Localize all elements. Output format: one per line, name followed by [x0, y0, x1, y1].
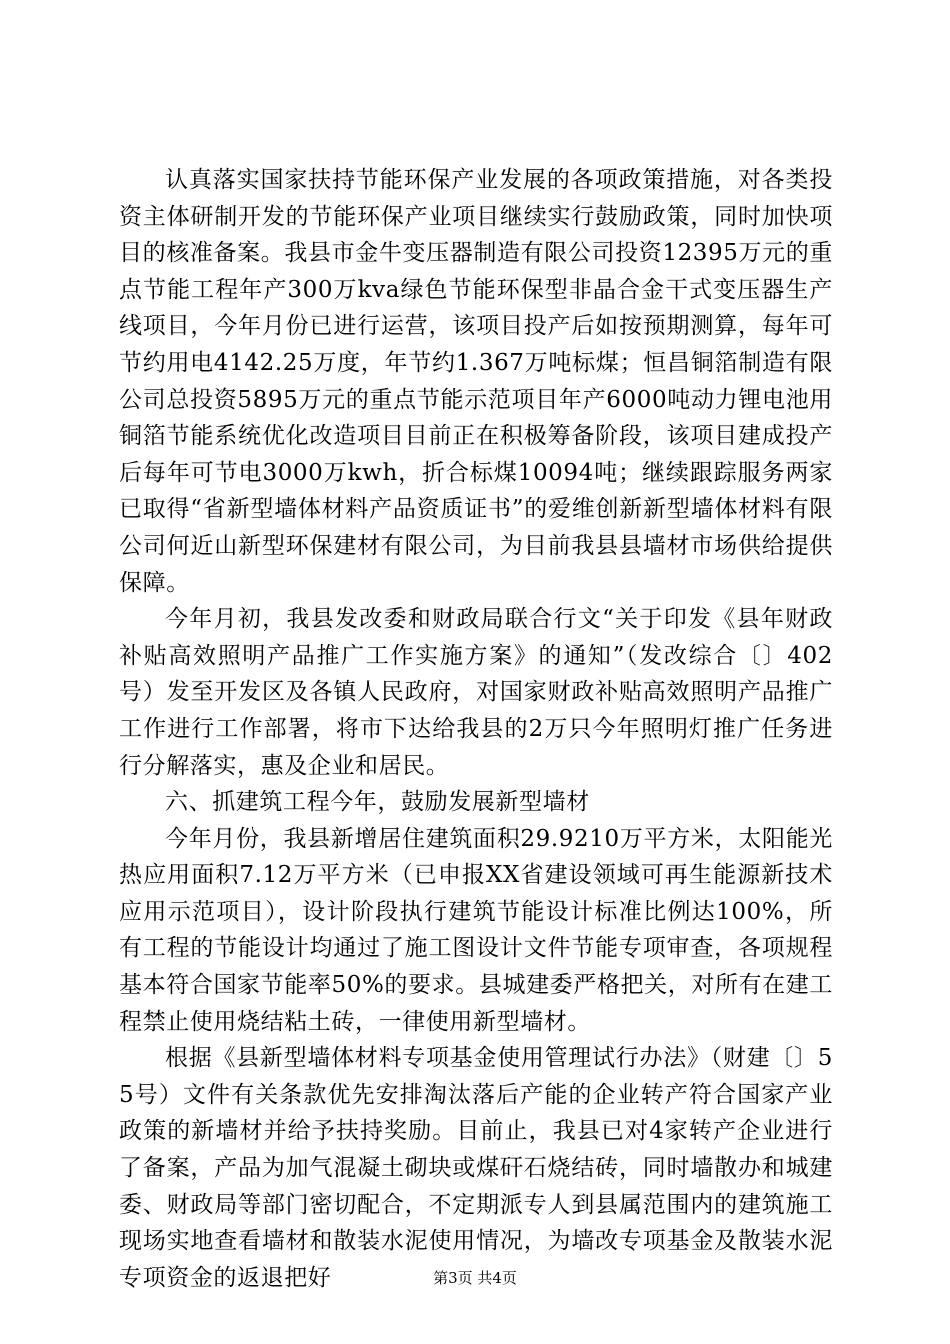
- paragraph-building-area: 今年月份，我县新增居住建筑面积29.9210万平方米，太阳能光热应用面积7.12万平方米（已申报XX省建设领域可再生能源新技术应用示范项目），设计阶段执行建筑节能设计标准比例达100%，所有工程的节能设计均通过了施工图设计文件节能专项审查，各项规程基本符合国家节能率50%的要求。县城建委严格把关，对所有在建工程禁止使用烧结粘土砖，一律使用新型墙材。: [119, 825, 833, 1035]
- paragraph-wall-material-fund: 根据《县新型墙体材料专项基金使用管理试行办法》（财建〔〕55号）文件有关条款优先安排淘汰落后产能的企业转产符合国家产业政策的新墙材并给予扶持奖励。目前止，我县已对4家转产企业进行了备案，产品为加气混凝土砌块或煤矸石烧结砖，同时墙散办和城建委、财政局等部门密切配合，不定期派专人到县属范围内的建筑施工现场实地查看墙材和散装水泥使用情况，为墙改专项基金及散装水泥专项资金的返退把好: [119, 1045, 833, 1291]
- paragraph-lighting-promotion: 今年月初，我县发改委和财政局联合行文“关于印发《县年财政补贴高效照明产品推广工作实施方案》的通知”（发改综合〔〕402号）发至开发区及各镇人民政府，对国家财政补贴高效照明产品推广工作进行工作部署，将市下达给我县的2万只今年照明灯推广任务进行分解落实，惠及企业和居民。: [119, 606, 833, 779]
- page-number-footer: 第3页 共4页: [433, 1269, 517, 1287]
- paragraph-energy-saving-projects: 认真落实国家扶持节能环保产业发展的各项政策措施，对各类投资主体研制开发的节能环保产业项目继续实行鼓励政策，同时加快项目的核准备案。我县市金牛变压器制造有限公司投资12395万元的重点节能工程年产300万kva绿色节能环保型非晶合金干式变压器生产线项目，今年月份已进行运营，该项目投产后如按预期测算，每年可节约用电4142.25万度，年节约1.367万吨标煤；恒昌铜箔制造有限公司总投资5895万元的重点节能示范项目年产6000吨动力锂电池用铜箔节能系统优化改造项目目前正在积极筹备阶段，该项目建成投产后每年可节电3000万kwh，折合标煤10094吨；继续跟踪服务两家已取得“省新型墙体材料产品资质证书”的爱维创新新型墙体材料有限公司何近山新型环保建材有限公司，为目前我县县墙材市场供给提供保障。: [119, 167, 833, 596]
- section-heading-construction: 六、抓建筑工程今年，鼓励发展新型墙材: [165, 789, 590, 816]
- document-body: [119, 162, 833, 1296]
